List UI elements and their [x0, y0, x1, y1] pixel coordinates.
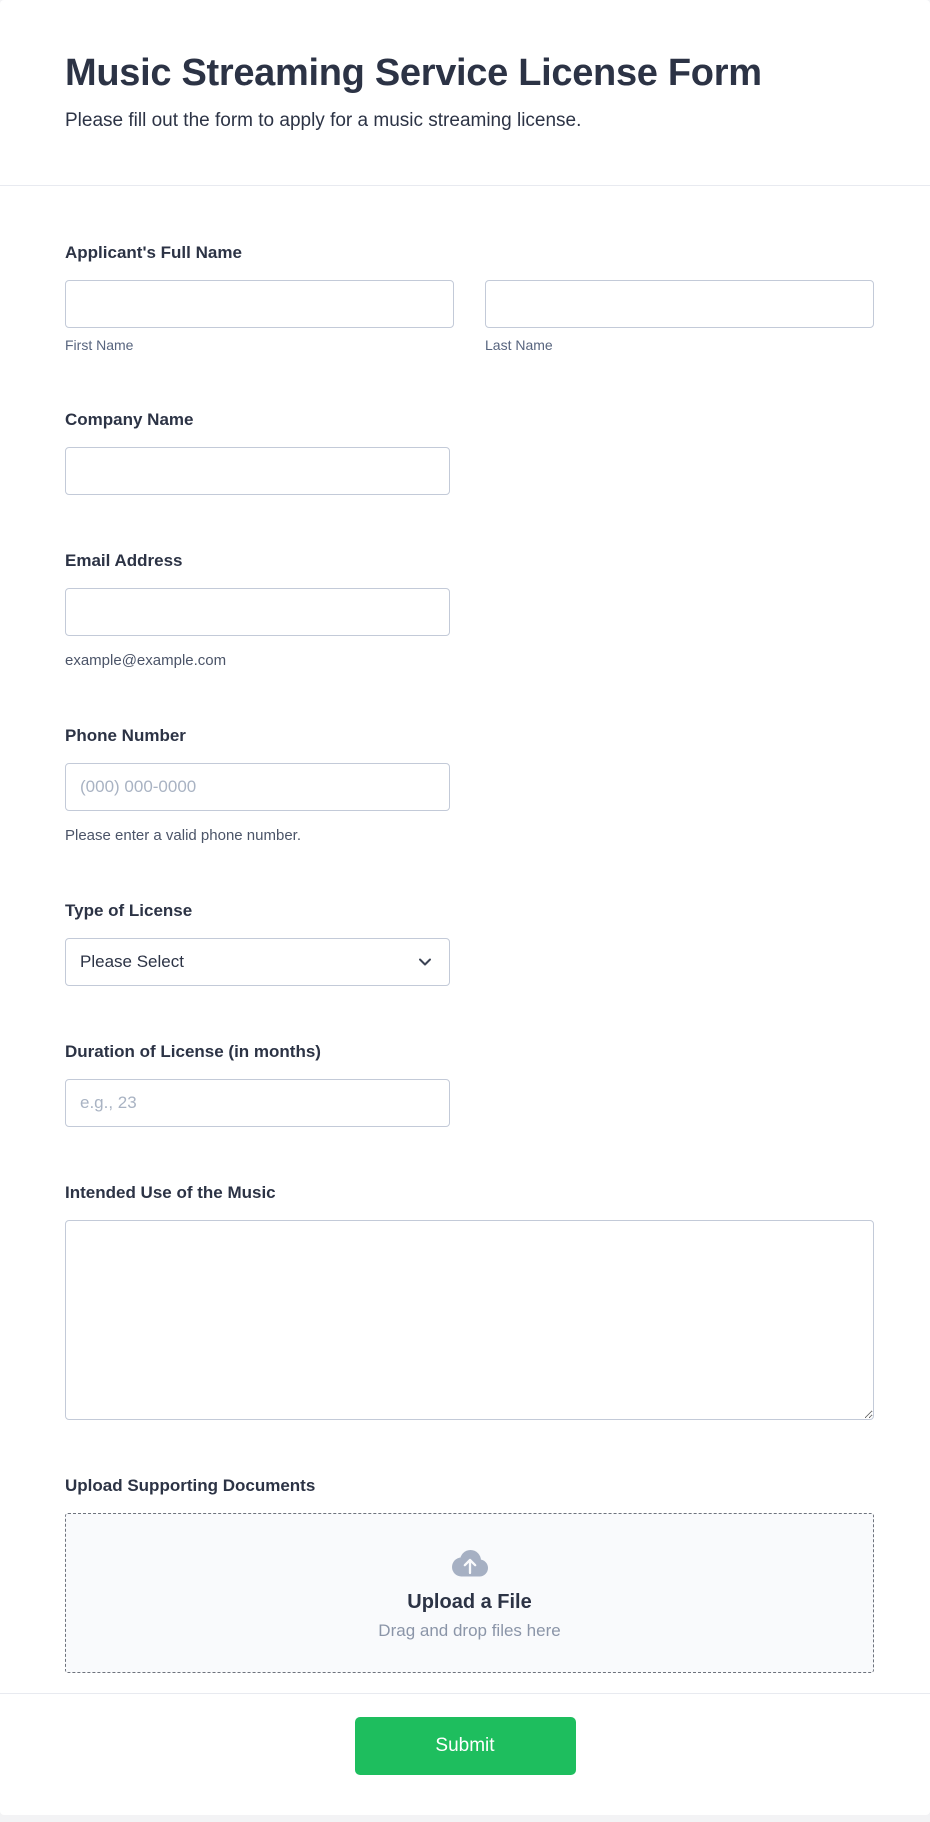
field-license-type — [65, 900, 874, 986]
full-name-row — [65, 280, 874, 354]
field-phone — [65, 725, 874, 845]
license-type-selected-value: Please Select — [80, 952, 184, 971]
last-name-col — [485, 280, 874, 354]
phone-input[interactable] — [65, 763, 450, 811]
form-header — [0, 0, 930, 186]
upload-cloud-icon — [447, 1546, 493, 1580]
submit-button[interactable]: Submit — [355, 1717, 576, 1775]
intended-use-label: Intended Use of the Music — [65, 1183, 276, 1202]
form-footer — [0, 1693, 930, 1815]
full-name-label: Applicant's Full Name — [65, 243, 242, 262]
field-company-name — [65, 409, 874, 495]
form-body — [0, 186, 930, 1673]
field-intended-use — [65, 1182, 874, 1420]
company-name-input[interactable] — [65, 447, 450, 495]
field-duration — [65, 1041, 874, 1127]
page-title: Music Streaming Service License Form — [65, 52, 762, 94]
page-subtitle: Please fill out the form to apply for a music streaming license. — [65, 110, 582, 131]
first-name-sublabel: First Name — [65, 337, 134, 353]
license-type-label: Type of License — [65, 901, 193, 920]
duration-input[interactable] — [65, 1079, 450, 1127]
phone-hint: Please enter a valid phone number. — [65, 827, 301, 844]
email-label: Email Address — [65, 551, 183, 570]
last-name-sublabel: Last Name — [485, 337, 553, 353]
chevron-down-icon — [417, 954, 433, 970]
upload-title: Upload a File — [407, 1590, 532, 1613]
field-full-name — [65, 242, 874, 354]
upload-drag-hint: Drag and drop files here — [378, 1620, 561, 1640]
company-name-label: Company Name — [65, 410, 194, 429]
license-type-select[interactable] — [65, 938, 450, 986]
last-name-input[interactable] — [485, 280, 874, 328]
email-hint: example@example.com — [65, 652, 227, 669]
first-name-col — [65, 280, 454, 354]
first-name-input[interactable] — [65, 280, 454, 328]
duration-label: Duration of License (in months) — [65, 1042, 321, 1061]
upload-label: Upload Supporting Documents — [65, 1476, 316, 1495]
email-input[interactable] — [65, 588, 450, 636]
field-upload — [65, 1475, 874, 1673]
intended-use-textarea[interactable] — [65, 1220, 874, 1420]
upload-dropzone[interactable] — [65, 1513, 874, 1673]
phone-label: Phone Number — [65, 726, 186, 745]
field-email — [65, 550, 874, 670]
